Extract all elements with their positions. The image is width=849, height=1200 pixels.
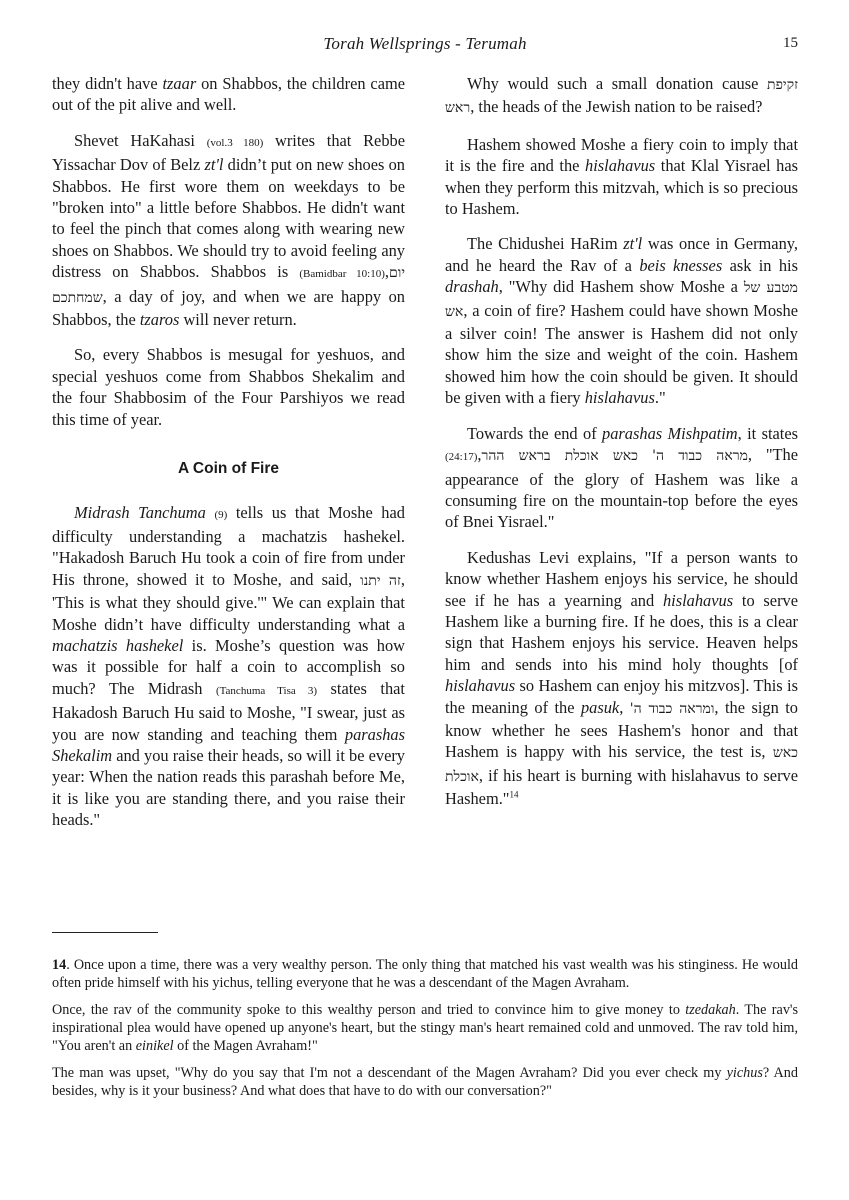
footnote-marker: 14	[509, 789, 519, 800]
page-number: 15	[783, 35, 798, 51]
footnote: 14. Once upon a time, there was a very wealthy person. The only thing that matched his vast wealth was his stinginess. He would often pride himself with his yichus, telling everyone that he was a descendant of the Magen Avraham.	[52, 957, 798, 991]
left-column	[52, 73, 405, 845]
citation: (9)	[214, 508, 228, 521]
footnote-divider	[52, 932, 158, 933]
footnote-paragraph: Once, the rav of the community spoke to this wealthy person and tried to convince him to give money to tzedakah. The rav's inspirational plea would have opened up anyone's heart, but the stingy man's heart remained cold and unmoved. The rav told him, "You aren't an einikel of the Magen Avraham!"	[52, 1002, 799, 1054]
hebrew-text: זה יתנו	[360, 572, 401, 589]
paragraph: Midrash Tanchuma (9) tells us that Moshe had difficulty understanding a machatzis hashekel. "Hakadosh Baruch Hu took a coin of fire from under His throne, showed it to Moshe, and said, זה יתנו, 'This is what they should give.'" We can explain that Moshe didn’t have difficulty understanding what a machatzis hashekel is. Moshe’s question was how was it possible for half a coin to accomplish so much? The Midrash (Tanchuma Tisa 3) states that Hakadosh Baruch Hu said to Moshe, "I swear, just as you are now standing and teaching them parashas Shekalim and you raise their heads, so will it be every year: When the nation reads this parashah before Me, it is like you are standing there, and you raise their heads."	[52, 502, 405, 830]
paragraph: Shevet HaKahasi (vol.3 180) writes that Rebbe Yissachar Dov of Belz zt'l didn’t put on new shoes on Shabbos. He first wore them on weekdays to be "broken into" a little before Shabbos. He didn't want to feel the pinch that comes along with wearing new shoes on Shabbos. We should try to avoid feeling any distress on Shabbos. Shabbos is (Bamidbar 10:10),יום שמחתכם, a day of joy, and when we are happy on Shabbos, the tzaros will never return.	[52, 130, 406, 330]
citation: (Tanchuma Tisa 3)	[215, 684, 318, 697]
right-column	[445, 73, 798, 824]
citation: (vol.3 180)	[206, 136, 264, 149]
section-heading: A Coin of Fire	[177, 460, 280, 478]
citation: (Bamidbar 10:10)	[299, 268, 385, 281]
footnote-number: 14	[52, 957, 67, 973]
footnote-paragraph: The man was upset, "Why do you say that I'm not a descendant of the Magen Avraham? Did you ever check my yichus? And besides, why is it your business? And what does that have to do with our conversation?"	[52, 1065, 798, 1099]
running-title: Torah Wellsprings - Terumah	[323, 34, 527, 53]
page-header	[52, 34, 798, 56]
paragraph: Hashem showed Moshe a fiery coin to imply that it is the fire and the hislahavus that Klal Yisrael has when they perform this mitzvah, which is so precious to Hashem.	[445, 134, 798, 219]
hebrew-text: יום שמחתכם	[52, 265, 405, 306]
paragraph: Kedushas Levi explains, "If a person wants to know whether Hashem enjoys his service, he should see if he has a yearning and hislahavus to serve Hashem like a burning fire. If he does, this is a clear sign that Hashem enjoys his service. Heaven helps him and sends into his mind holy thoughts [of hislahavus so Hashem can enjoy his mitzvos]. This is the meaning of the pasuk, ומראה כבוד ה', the sign to know whether he sees Hashem's honor and that Hashem is happy with his service, the test is, כאש אוכלת, if his heart is burning with hislahavus to serve Hashem."$^{14}$	[445, 547, 798, 809]
citation: (24:17)	[445, 451, 478, 464]
paragraph: Towards the end of parashas Mishpatim, it states (24:17),מראה כבוד ה' כאש אוכלת בראש ההר, "The appearance of the glory of Hashem was like a consuming fire on the mountain-top before the eyes of Bnei Yisrael."	[445, 423, 798, 532]
footnotes	[52, 956, 798, 1109]
hebrew-text: ומראה כבוד ה'	[629, 700, 715, 717]
paragraph: they didn't have tzaar on Shabbos, the children came out of the pit alive and well.	[52, 74, 406, 115]
paragraph: Why would such a small donation cause זקיפת ראש, the heads of the Jewish nation to be raised?	[445, 74, 798, 117]
hebrew-text: מטבע של אש	[445, 280, 798, 320]
paragraph: The Chidushei HaRim zt'l was once in Germany, and he heard the Rav of a beis knesses ask in his drashah, "Why did Hashem show Moshe a מטבע של אש, a coin of fire? Hashem could have shown Moshe a silver coin! The answer is Hashem did not only show him the size and weight of the coin. Hashem showed him how the coin should be given. It should be given with a fiery hislahavus."	[445, 234, 798, 408]
hebrew-text: כאש אוכלת	[445, 745, 798, 785]
hebrew-text: זקיפת ראש	[445, 77, 798, 117]
paragraph: So, every Shabbos is mesugal for yeshuos, and special yeshuos come from Shabbos Shekalim and the four Shabbosim of the Four Parshiyos we read this time of year.	[52, 345, 405, 429]
hebrew-text: מראה כבוד ה' כאש אוכלת בראש ההר	[481, 448, 748, 465]
